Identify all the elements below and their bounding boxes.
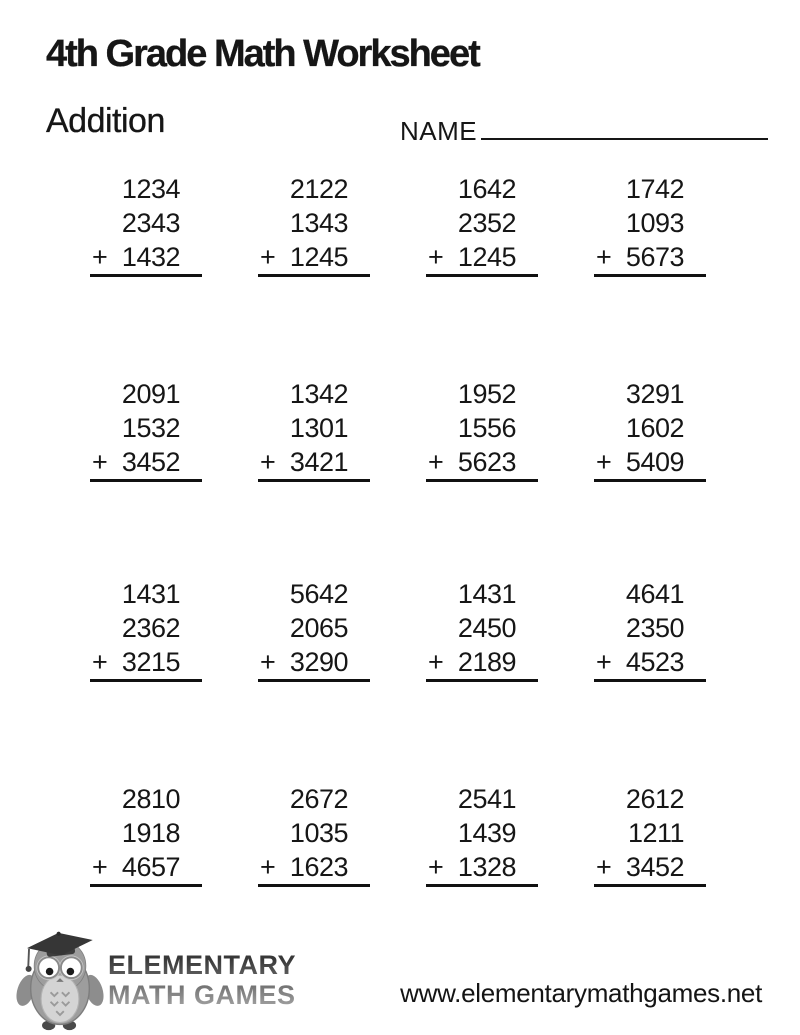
addend: 2091 (121, 379, 180, 409)
plus-operator: + (428, 647, 444, 677)
addition-problem (90, 377, 202, 482)
owl-graduation-cap-icon (14, 928, 106, 1032)
addend: 1742 (625, 174, 684, 204)
addend: 4657 (121, 852, 180, 882)
addend: 1343 (289, 208, 348, 238)
addend: 1432 (121, 242, 180, 272)
addition-problem (90, 172, 202, 277)
addend: 3291 (625, 379, 684, 409)
addition-problem (426, 782, 538, 887)
name-label: NAME (400, 116, 478, 146)
section-title-addition: Addition (46, 102, 165, 140)
addition-problem (426, 377, 538, 482)
addend-with-operator (426, 240, 538, 274)
addition-problem (258, 172, 370, 277)
addend: 3215 (121, 647, 180, 677)
addend: 1918 (121, 818, 180, 848)
addition-problem (594, 782, 706, 887)
addend: 1245 (289, 242, 348, 272)
addend: 2352 (457, 208, 516, 238)
plus-operator: + (92, 647, 108, 677)
addend: 1342 (289, 379, 348, 409)
addend-with-operator (90, 240, 202, 274)
addition-problem (426, 172, 538, 277)
problems-row-1 (90, 172, 706, 277)
addition-problem (594, 172, 706, 277)
addition-problem (426, 577, 538, 682)
addend: 5642 (289, 579, 348, 609)
addend: 2672 (289, 784, 348, 814)
addend: 2189 (457, 647, 516, 677)
addend-with-operator (426, 445, 538, 479)
plus-operator: + (428, 447, 444, 477)
page-title: 4th Grade Math Worksheet (46, 33, 479, 75)
addition-problem (594, 577, 706, 682)
addend: 1431 (457, 579, 516, 609)
plus-operator: + (596, 447, 612, 477)
addend: 1093 (625, 208, 684, 238)
logo-line2: MATH GAMES (108, 980, 296, 1010)
plus-operator: + (260, 242, 276, 272)
plus-operator: + (260, 447, 276, 477)
addend: 2810 (121, 784, 180, 814)
addend: 3452 (121, 447, 180, 477)
problems-row-2 (90, 377, 706, 482)
addend: 3290 (289, 647, 348, 677)
addend: 1623 (289, 852, 348, 882)
addend: 1211 (627, 818, 684, 848)
plus-operator: + (596, 647, 612, 677)
addend-with-operator (258, 240, 370, 274)
plus-operator: + (428, 852, 444, 882)
addend: 3421 (289, 447, 348, 477)
problems-row-3 (90, 577, 706, 682)
addend: 2350 (625, 613, 684, 643)
addend: 3452 (625, 852, 684, 882)
addend: 1602 (625, 413, 684, 443)
addend: 1952 (457, 379, 516, 409)
logo-line1: ELEMENTARY (108, 950, 297, 980)
elementary-math-games-logo (14, 928, 296, 1032)
addend: 4641 (625, 579, 684, 609)
addend-with-operator (426, 645, 538, 679)
plus-operator: + (92, 447, 108, 477)
addition-problem (90, 782, 202, 887)
addend: 5673 (625, 242, 684, 272)
addend: 2362 (121, 613, 180, 643)
addend: 2343 (121, 208, 180, 238)
addend-with-operator (258, 445, 370, 479)
addend: 1301 (289, 413, 348, 443)
name-blank-line (481, 112, 768, 140)
addend-with-operator (90, 645, 202, 679)
addition-problem (90, 577, 202, 682)
addend-with-operator (258, 645, 370, 679)
website-url: www.elementarymathgames.net (400, 978, 762, 1008)
name-field (400, 112, 768, 147)
addend: 1439 (457, 818, 516, 848)
addend: 5409 (625, 447, 684, 477)
addition-problem (258, 577, 370, 682)
plus-operator: + (260, 852, 276, 882)
plus-operator: + (92, 242, 108, 272)
addend: 1431 (121, 579, 180, 609)
addend: 2122 (289, 174, 348, 204)
plus-operator: + (92, 852, 108, 882)
problems-row-4 (90, 782, 706, 887)
addend: 1642 (457, 174, 516, 204)
addend: 1556 (457, 413, 516, 443)
addend-with-operator (594, 850, 706, 884)
addition-problem (258, 782, 370, 887)
addend-with-operator (90, 850, 202, 884)
addend-with-operator (258, 850, 370, 884)
addend: 2612 (625, 784, 684, 814)
addend: 4523 (625, 647, 684, 677)
addition-problem (594, 377, 706, 482)
addend: 2065 (289, 613, 348, 643)
logo-wordmark (108, 950, 296, 1010)
plus-operator: + (260, 647, 276, 677)
addend-with-operator (594, 240, 706, 274)
addend: 1328 (457, 852, 516, 882)
addend: 1234 (121, 174, 180, 204)
addition-problem (258, 377, 370, 482)
addend: 1245 (457, 242, 516, 272)
plus-operator: + (428, 242, 444, 272)
addend-with-operator (594, 445, 706, 479)
addend: 5623 (457, 447, 516, 477)
addend: 1532 (121, 413, 180, 443)
plus-operator: + (596, 242, 612, 272)
addend: 2450 (457, 613, 516, 643)
addend-with-operator (594, 645, 706, 679)
addend-with-operator (90, 445, 202, 479)
addend: 1035 (289, 818, 348, 848)
addend-with-operator (426, 850, 538, 884)
addend: 2541 (457, 784, 516, 814)
plus-operator: + (596, 852, 612, 882)
